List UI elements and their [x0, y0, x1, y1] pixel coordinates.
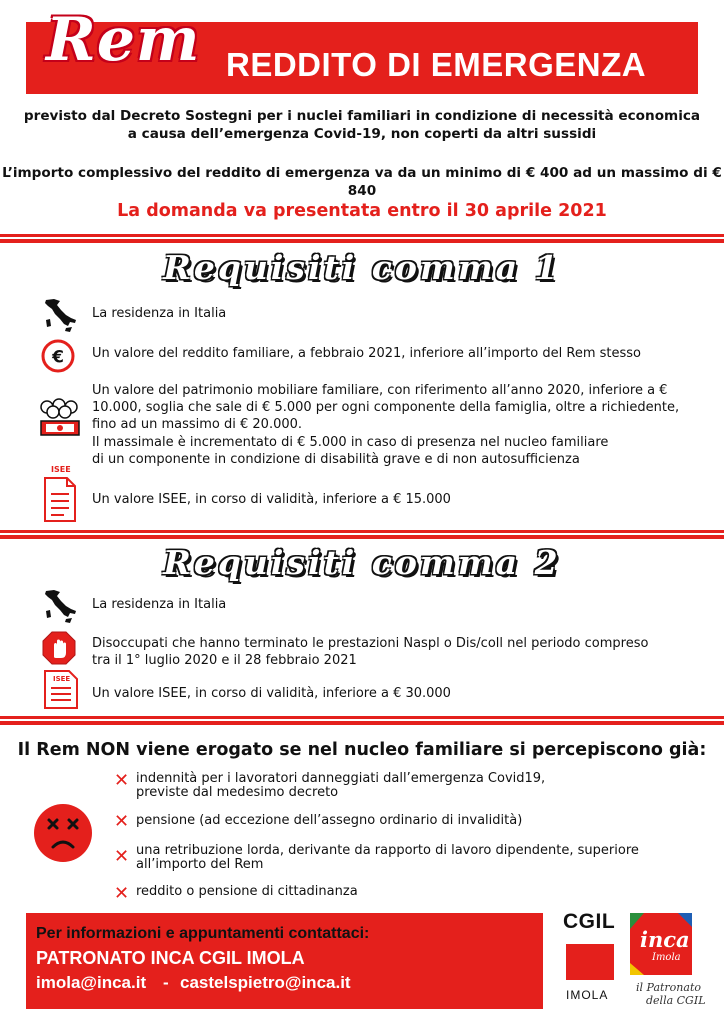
- comma1-item-residence: La residenza in Italia: [92, 306, 227, 321]
- comma2-title: Requisiti comma 2: [163, 543, 561, 582]
- inca-city: Imola: [652, 952, 681, 963]
- comma1-item-assets-line-1: Un valore del patrimonio mobiliare familiare, con riferimento all’anno 2020, inferiore a €: [92, 383, 668, 398]
- italy-map-icon: [40, 588, 80, 626]
- footer-contact-intro: Per informazioni e appuntamenti contattaci:: [36, 925, 370, 942]
- exclusion-item-4: reddito o pensione di cittadinanza: [136, 884, 358, 899]
- comma2-item-isee: Un valore ISEE, in corso di validità, inferiore a € 30.000: [92, 686, 451, 701]
- footer-separator: -: [163, 973, 169, 992]
- comma1-item-assets-line-4: Il massimale è incrementato di € 5.000 in caso di presenza nel nucleo familiare: [92, 435, 609, 450]
- sad-face-icon: [32, 802, 94, 864]
- euro-coin-icon: [40, 338, 76, 374]
- email-link-castelspietro[interactable]: castelspietro@inca.it: [180, 973, 351, 992]
- comma2-item-unemployed-line-1: Disoccupati che hanno terminato le prestazioni Naspl o Dis/coll nel periodo compreso: [92, 636, 649, 651]
- rem-logo: Rem: [46, 5, 201, 75]
- comma1-item-isee: Un valore ISEE, in corso di validità, inferiore a € 15.000: [92, 492, 451, 507]
- deadline-text: La domanda va presentata entro il 30 aprile 2021: [117, 201, 607, 221]
- isee-document-icon: [40, 462, 80, 524]
- comma1-item-assets-line-2: 10.000, soglia che sale di € 5.000 per ogni componente della famiglia, oltre a richiedente,: [92, 400, 680, 415]
- inca-tagline-1: il Patronato: [636, 981, 701, 994]
- page-title: REDDITO DI EMERGENZA: [226, 46, 647, 83]
- comma2-item-unemployed-line-2: tra il 1° luglio 2020 e il 28 febbraio 2021: [92, 653, 357, 668]
- divider-band: [0, 716, 724, 725]
- stop-hand-icon: [41, 630, 77, 666]
- exclusion-item-1-line-1: indennità per i lavoratori danneggiati dall’emergenza Covid19,: [136, 771, 546, 786]
- comma1-title: Requisiti comma 1: [163, 248, 561, 287]
- money-icon: [38, 397, 84, 437]
- exclusion-item-3-line-2: all’importo del Rem: [136, 857, 264, 872]
- comma1-item-assets-line-5: di un componente in condizione di disabilità grave e di non autosufficienza: [92, 452, 580, 467]
- cgil-city: IMOLA: [566, 988, 609, 1002]
- x-mark-icon: ✕: [114, 846, 130, 867]
- email-link-imola[interactable]: imola@inca.it: [36, 973, 147, 992]
- x-mark-icon: ✕: [114, 770, 130, 791]
- footer-org-name: PATRONATO INCA CGIL IMOLA: [36, 948, 305, 968]
- exclusion-item-1-line-2: previste dal medesimo decreto: [136, 785, 339, 800]
- cgil-logo-text: CGIL: [563, 910, 616, 933]
- isee-badge: ISEE: [53, 675, 71, 683]
- divider-band: [0, 530, 724, 539]
- cgil-logo-icon: [566, 944, 614, 980]
- comma1-item-income: Un valore del reddito familiare, a febbraio 2021, inferiore all’importo del Rem stesso: [92, 346, 641, 361]
- isee-document-icon: [41, 668, 81, 710]
- inca-tagline-2: della CGIL: [646, 994, 706, 1007]
- intro-line-2: a causa dell’emergenza Covid-19, non coperti da altri sussidi: [127, 126, 597, 142]
- inca-logo-text: inca: [640, 927, 690, 952]
- svg-text:€: €: [52, 347, 64, 368]
- exclusions-title: Il Rem NON viene erogato se nel nucleo familiare si percepiscono già:: [17, 740, 707, 760]
- divider-band: [0, 234, 724, 243]
- x-mark-icon: ✕: [114, 811, 130, 832]
- exclusion-item-3-line-1: una retribuzione lorda, derivante da rapporto di lavoro dipendente, superiore: [136, 843, 639, 858]
- x-mark-icon: ✕: [114, 883, 130, 904]
- intro-line-1: previsto dal Decreto Sostegni per i nuclei familiari in condizione di necessità economica: [23, 108, 701, 124]
- exclusion-item-2: pensione (ad eccezione dell’assegno ordinario di invalidità): [136, 813, 523, 828]
- amount-text: L’importo complessivo del reddito di emergenza va da un minimo di € 400 ad un massimo di € 840: [2, 165, 722, 199]
- comma1-item-assets-line-3: fino ad un massimo di € 20.000.: [92, 417, 303, 432]
- isee-badge: ISEE: [51, 465, 71, 474]
- comma2-item-residence: La residenza in Italia: [92, 597, 227, 612]
- italy-map-icon: [40, 297, 80, 335]
